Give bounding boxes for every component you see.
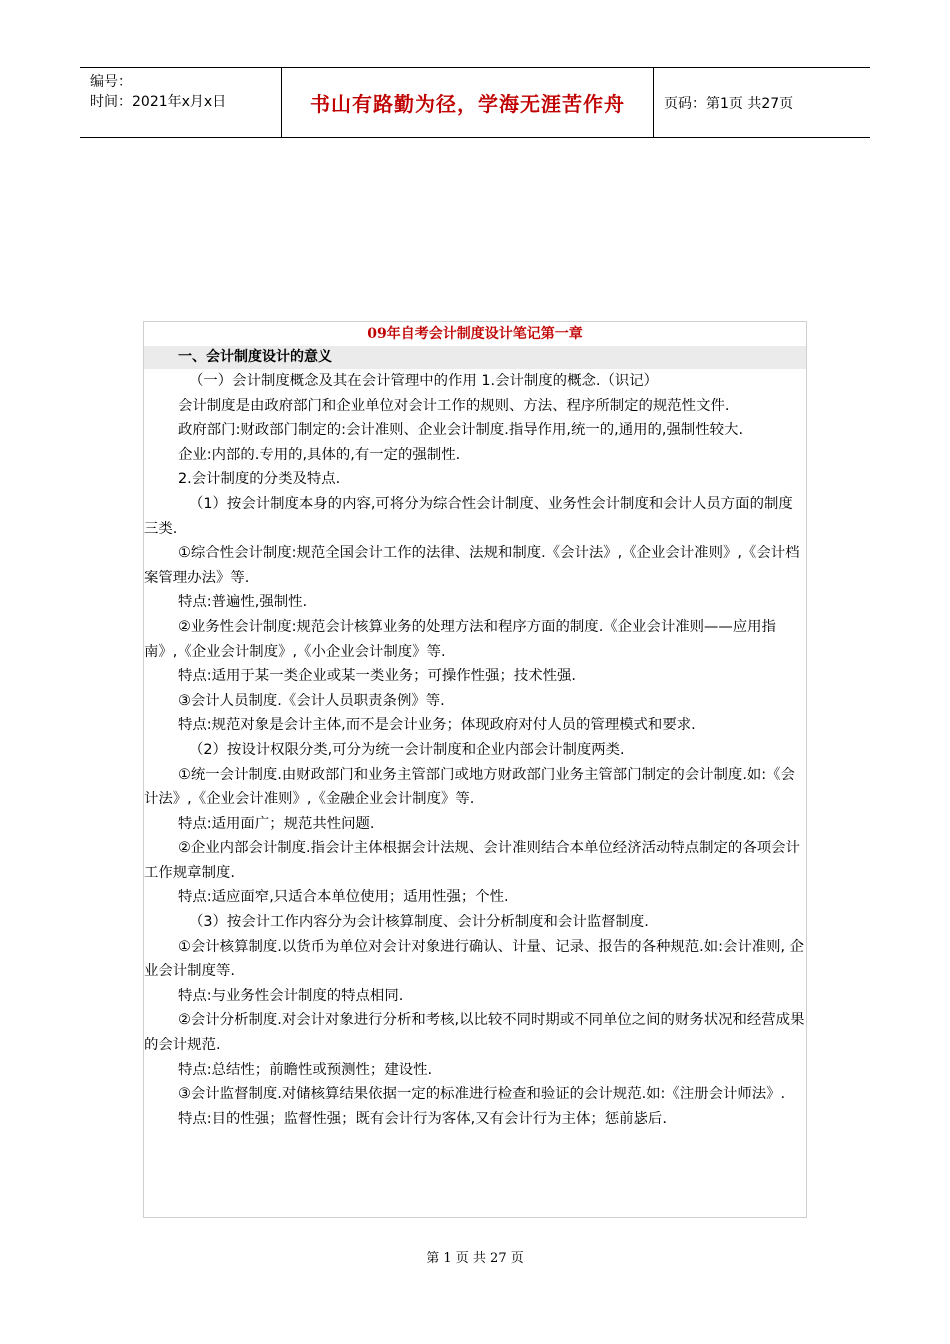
paragraph: ②企业内部会计制度.指会计主体根据会计法规、会计准则结合本单位经济活动特点制定的各项会计工作规章制度. — [144, 840, 800, 881]
paragraph: 会计制度是由政府部门和企业单位对会计工作的规则、方法、程序所制定的规范性文件. — [178, 397, 730, 414]
number-label: 编号： — [90, 74, 132, 90]
paragraph: 2.会计制度的分类及特点. — [178, 471, 341, 488]
paragraph: （3）按会计工作内容分为会计核算制度、会计分析制度和会计监督制度. — [189, 914, 649, 931]
header-meta — [80, 68, 282, 137]
paragraph: （1）按会计制度本身的内容,可将分为综合性会计制度、业务性会计制度和会计人员方面的制度三类. — [144, 495, 793, 537]
content-box — [143, 321, 807, 1218]
paragraph: 企业:内部的.专用的,具体的,有一定的强制性. — [178, 446, 461, 463]
paragraph: 特点:与业务性会计制度的特点相同. — [178, 987, 404, 1004]
paragraph: 特点:总结性；前瞻性或预测性；建设性. — [178, 1061, 433, 1078]
paragraph: （2）按设计权限分类,可分为统一会计制度和企业内部会计制度两类. — [189, 741, 625, 758]
paragraph: 政府部门:财政部门制定的:会计准则、企业会计制度.指导作用,统一的,通用的,强制性较大. — [178, 422, 744, 439]
date-line: 时间：2021年x月x日 — [90, 94, 227, 110]
header-motto: 书山有路勤为径，学海无涯苦作舟 — [282, 68, 654, 137]
paragraph: ①综合性会计制度:规范全国会计工作的法律、法规和制度.《会计法》,《企业会计准则》,《会计档案管理办法》等. — [144, 545, 800, 586]
page-header — [80, 67, 870, 138]
paragraph: 特点:适用于某一类企业或某一类业务；可操作性强；技术性强. — [178, 668, 576, 685]
paragraph: ②业务性会计制度:规范会计核算业务的处理方法和程序方面的制度.《企业会计准则——应用指南》,《企业会计制度》,《小企业会计制度》等. — [144, 618, 776, 660]
paragraph: ③会计监督制度.对储核算结果依据一定的标准进行检查和验证的会计规范.如:《注册会计师法》. — [178, 1086, 786, 1103]
document-body — [144, 369, 806, 1131]
page-footer: 第 1 页 共 27 页 — [426, 1251, 524, 1266]
document-title: 09年自考会计制度设计笔记第一章 — [367, 326, 583, 342]
paragraph: 特点:适用面广；规范共性问题. — [178, 815, 375, 832]
header-page-info: 页码：第1页 共27页 — [664, 95, 794, 112]
paragraph: 特点:普遍性,强制性. — [178, 594, 308, 611]
paragraph: （一）会计制度概念及其在会计管理中的作用 1.会计制度的概念.（识记） — [189, 373, 658, 389]
paragraph: ②会计分析制度.对会计对象进行分析和考核,以比较不同时期或不同单位之间的财务状况和经营成果的会计规范. — [144, 1012, 805, 1054]
paragraph: ③会计人员制度.《会计人员职责条例》等. — [178, 692, 445, 709]
section-heading: 一、会计制度设计的意义 — [144, 346, 806, 369]
paragraph: ①统一会计制度.由财政部门和业务主管部门或地方财政部门业务主管部门制定的会计制度.如:《会计法》,《企业会计准则》,《金融企业会计制度》等. — [144, 766, 795, 808]
paragraph: 特点:目的性强；监督性强；既有会计行为客体,又有会计行为主体；惩前毖后. — [178, 1110, 667, 1127]
paragraph: ①会计核算制度.以货币为单位对会计对象进行确认、计量、记录、报告的各种规范.如:会计准则, 企业会计制度等. — [144, 938, 805, 980]
paragraph: 特点:适应面窄,只适合本单位使用；适用性强；个性. — [178, 889, 509, 906]
paragraph: 特点:规范对象是会计主体,而不是会计业务；体现政府对付人员的管理模式和要求. — [178, 717, 696, 734]
